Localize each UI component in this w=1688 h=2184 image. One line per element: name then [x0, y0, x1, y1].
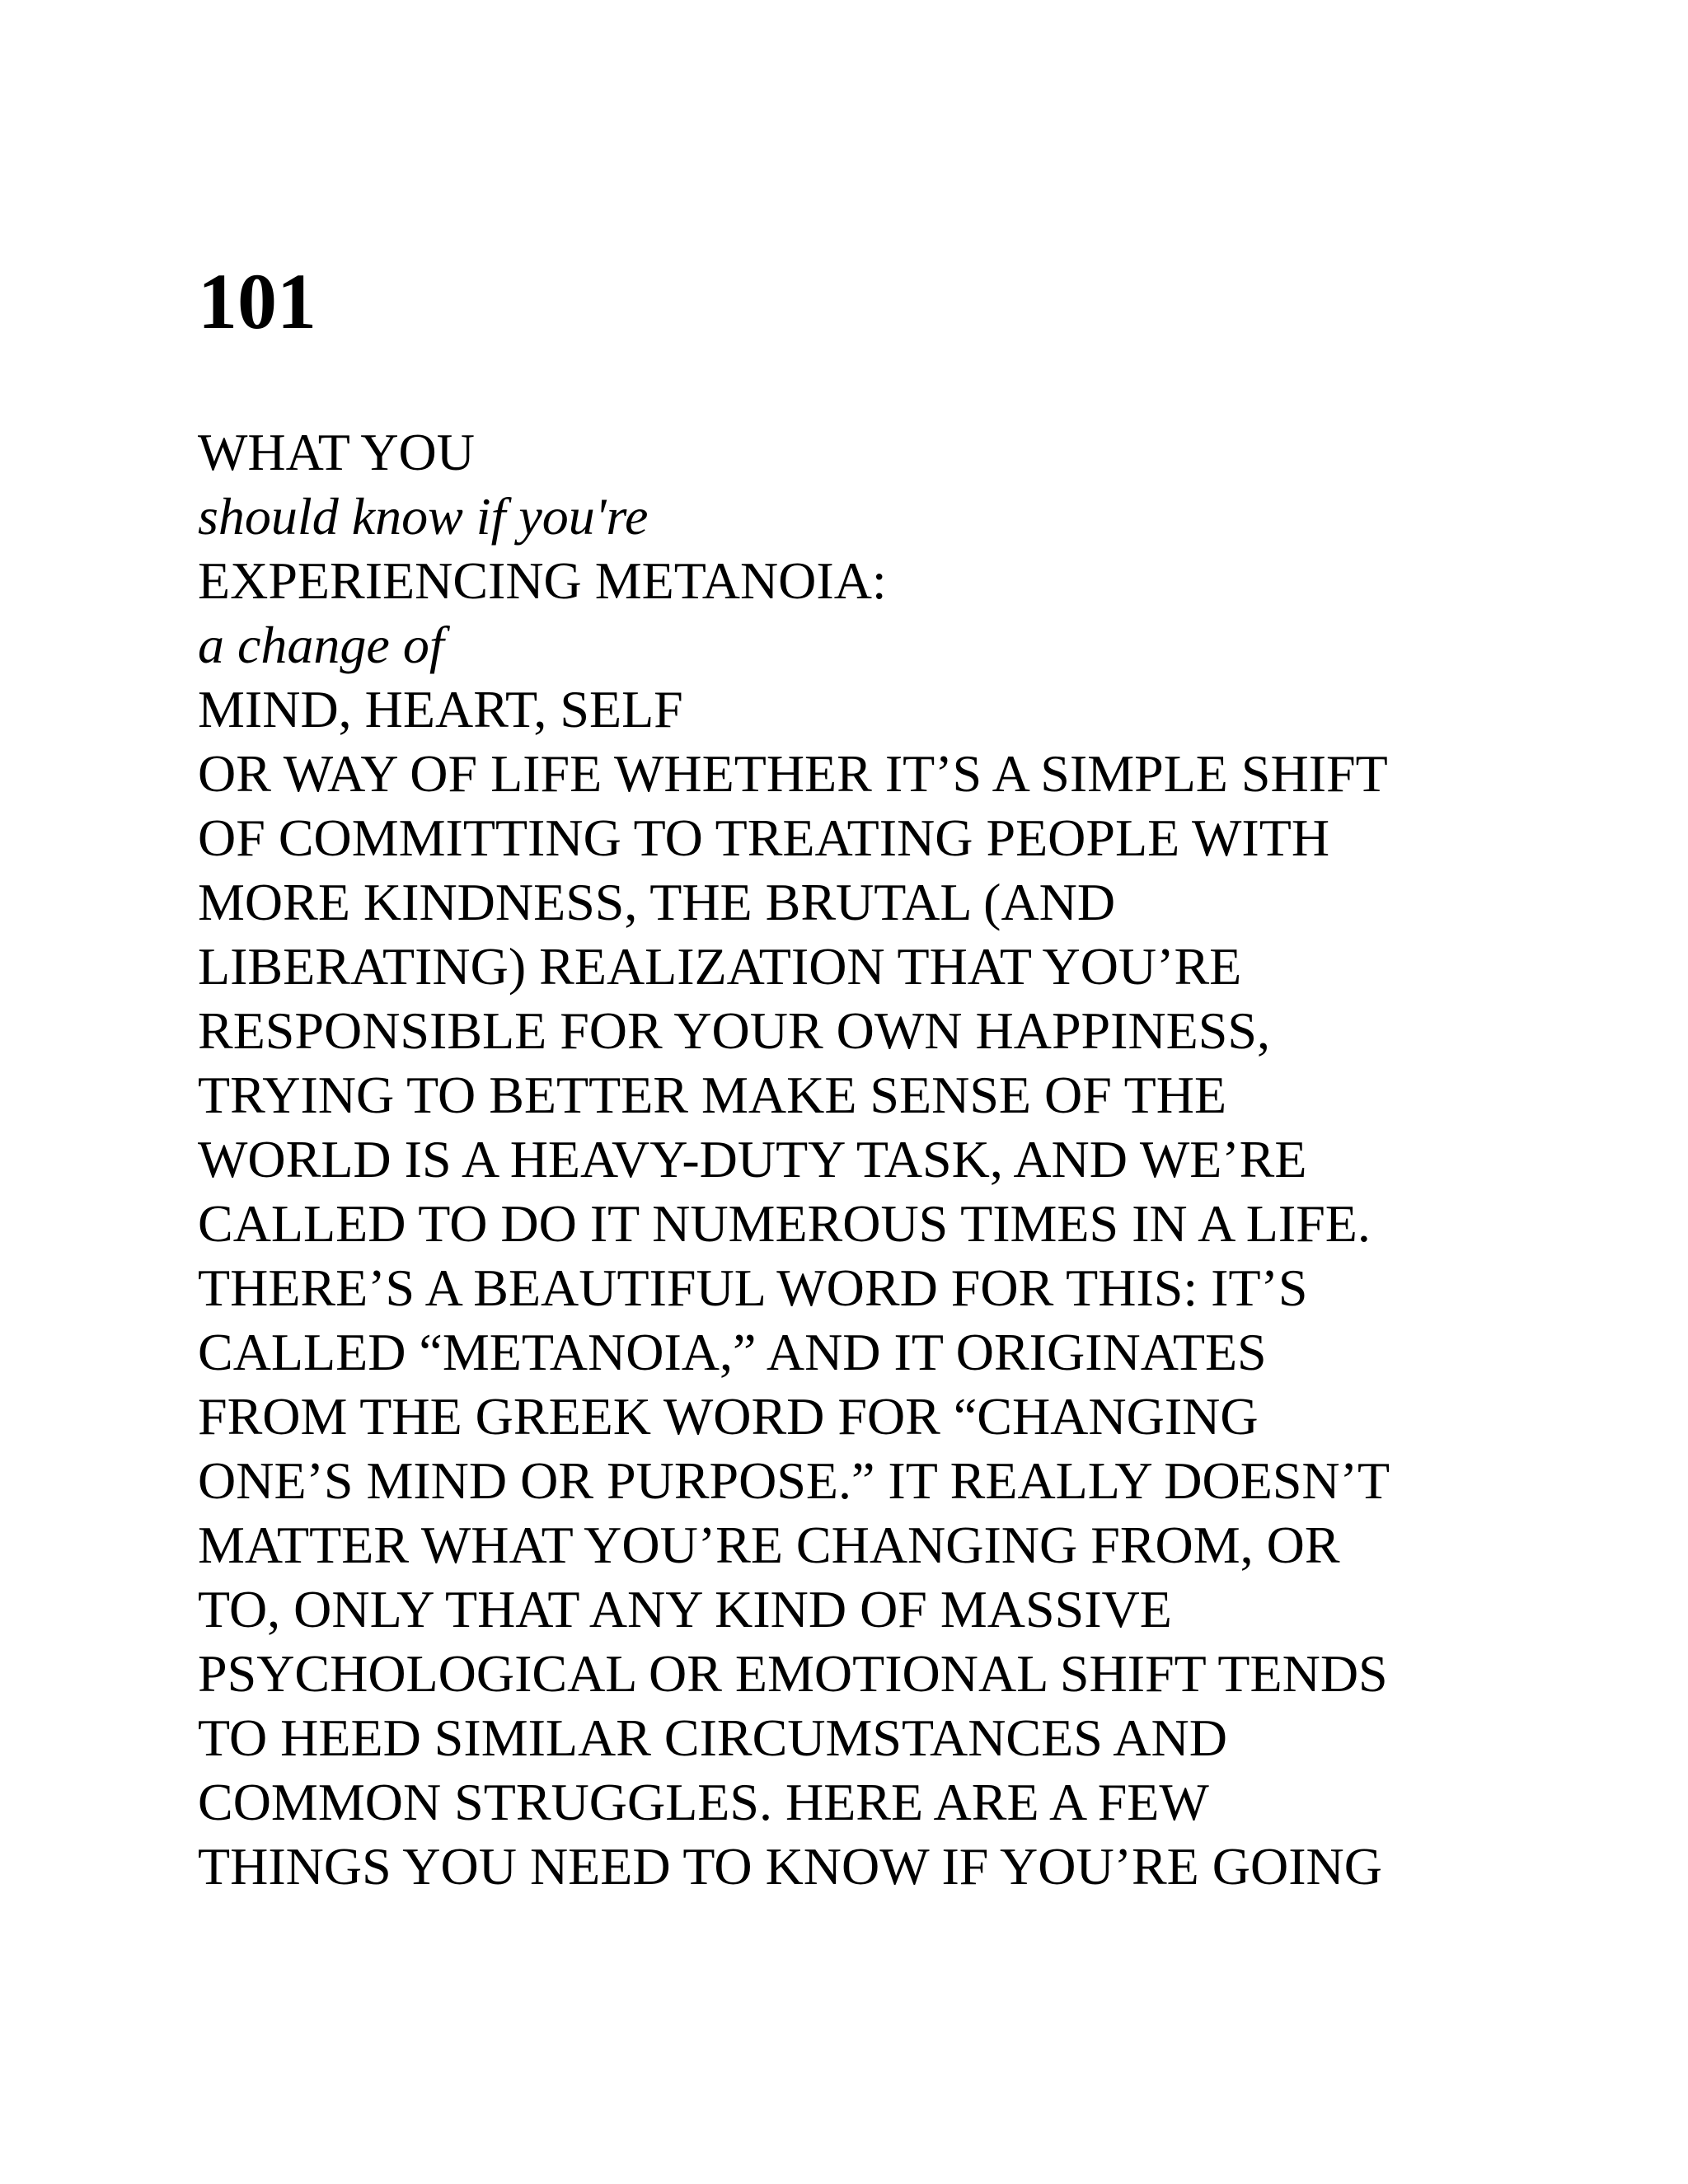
- paragraph-line: LIBERATING) REALIZATION THAT YOU’RE: [198, 937, 1242, 996]
- paragraph-line: MATTER WHAT YOU’RE CHANGING FROM, OR: [198, 1516, 1340, 1574]
- paragraph-line: COMMON STRUGGLES. HERE ARE A FEW: [198, 1773, 1209, 1831]
- paragraph-line: RESPONSIBLE FOR YOUR OWN HAPPINESS,: [198, 1001, 1270, 1060]
- title-line: MIND, HEART, SELF: [198, 680, 683, 738]
- paragraph-line: THERE’S A BEAUTIFUL WORD FOR THIS: IT’S: [198, 1258, 1308, 1317]
- paragraph-line: FROM THE GREEK WORD FOR “CHANGING: [198, 1387, 1259, 1446]
- title-line-italic: should know if you're: [198, 487, 649, 546]
- title-line: WHAT YOU: [198, 423, 475, 481]
- title-line-italic: a change of: [198, 616, 444, 674]
- paragraph-line: MORE KINDNESS, THE BRUTAL (AND: [198, 873, 1116, 931]
- paragraph-line: THINGS YOU NEED TO KNOW IF YOU’RE GOING: [198, 1837, 1382, 1896]
- paragraph-line: CALLED “METANOIA,” AND IT ORIGINATES: [198, 1323, 1267, 1381]
- paragraph-line: TRYING TO BETTER MAKE SENSE OF THE: [198, 1066, 1227, 1124]
- paragraph-line: OF COMMITTING TO TREATING PEOPLE WITH: [198, 808, 1330, 867]
- paragraph-line: PSYCHOLOGICAL OR EMOTIONAL SHIFT TENDS: [198, 1644, 1388, 1703]
- paragraph-line: ONE’S MIND OR PURPOSE.” IT REALLY DOESN’T: [198, 1451, 1390, 1510]
- chapter-number: 101: [198, 257, 316, 345]
- title-line: EXPERIENCING METANOIA:: [198, 551, 887, 610]
- paragraph-line: TO, ONLY THAT ANY KIND OF MASSIVE: [198, 1580, 1172, 1638]
- paragraph-line: WORLD IS A HEAVY-DUTY TASK, AND WE’RE: [198, 1130, 1307, 1188]
- paragraph-line: CALLED TO DO IT NUMEROUS TIMES IN A LIFE.: [198, 1194, 1371, 1253]
- body-text: [198, 420, 1484, 1899]
- paragraph-line: OR WAY OF LIFE WHETHER IT’S A SIMPLE SHIFT: [198, 744, 1388, 803]
- paragraph-line: TO HEED SIMILAR CIRCUMSTANCES AND: [198, 1708, 1227, 1767]
